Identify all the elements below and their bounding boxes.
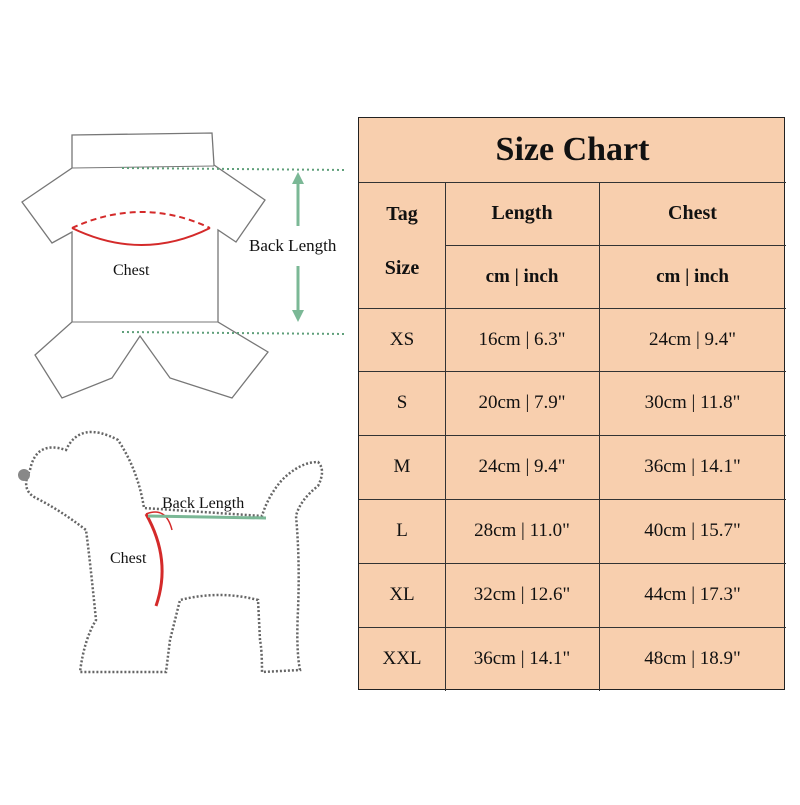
table-row-length: 28cm | 11.0" bbox=[474, 520, 570, 541]
diagram-graphics bbox=[0, 0, 360, 800]
table-row-size: M bbox=[393, 456, 411, 477]
chest-units: cm | inch bbox=[656, 265, 729, 287]
shirt-chest-label: Chest bbox=[113, 262, 150, 279]
table-row-size: S bbox=[396, 392, 408, 413]
dog-chest-label: Chest bbox=[110, 550, 147, 567]
table-row-chest: 40cm | 15.7" bbox=[644, 520, 741, 541]
length-header: Length bbox=[491, 202, 553, 224]
table-row-size: L bbox=[396, 520, 408, 541]
tag-header-line1: Tag bbox=[386, 202, 418, 225]
table-row-size: XS bbox=[389, 328, 415, 350]
table-row-length: 16cm | 6.3" bbox=[478, 328, 566, 350]
dog-back-length-label: Back Length bbox=[162, 495, 245, 512]
tag-header-line2: Size bbox=[384, 256, 420, 279]
shirt-back-length-label: Back Length bbox=[249, 236, 337, 255]
table-row-length: 24cm | 9.4" bbox=[478, 456, 566, 477]
table-row-chest: 48cm | 18.9" bbox=[644, 647, 741, 669]
table-row-length: 36cm | 14.1" bbox=[473, 647, 571, 669]
length-units: cm | inch bbox=[485, 265, 559, 287]
table-row-length: 20cm | 7.9" bbox=[478, 392, 566, 413]
measurement-diagrams bbox=[0, 0, 360, 800]
table-row-size: XXL bbox=[382, 647, 422, 669]
table-row-length: 32cm | 12.6" bbox=[473, 584, 571, 605]
size-chart-table bbox=[358, 117, 785, 690]
size-chart-title: Size Chart bbox=[495, 131, 650, 168]
table-row-chest: 36cm | 14.1" bbox=[644, 456, 741, 477]
chest-header: Chest bbox=[668, 202, 717, 224]
dog-outline bbox=[26, 432, 322, 672]
table-row-chest: 44cm | 17.3" bbox=[644, 584, 741, 605]
table-row-size: XL bbox=[389, 584, 415, 605]
table-row-chest: 30cm | 11.8" bbox=[644, 392, 741, 413]
dog-chest-marker bbox=[146, 514, 162, 606]
table-row-chest: 24cm | 9.4" bbox=[648, 328, 737, 350]
